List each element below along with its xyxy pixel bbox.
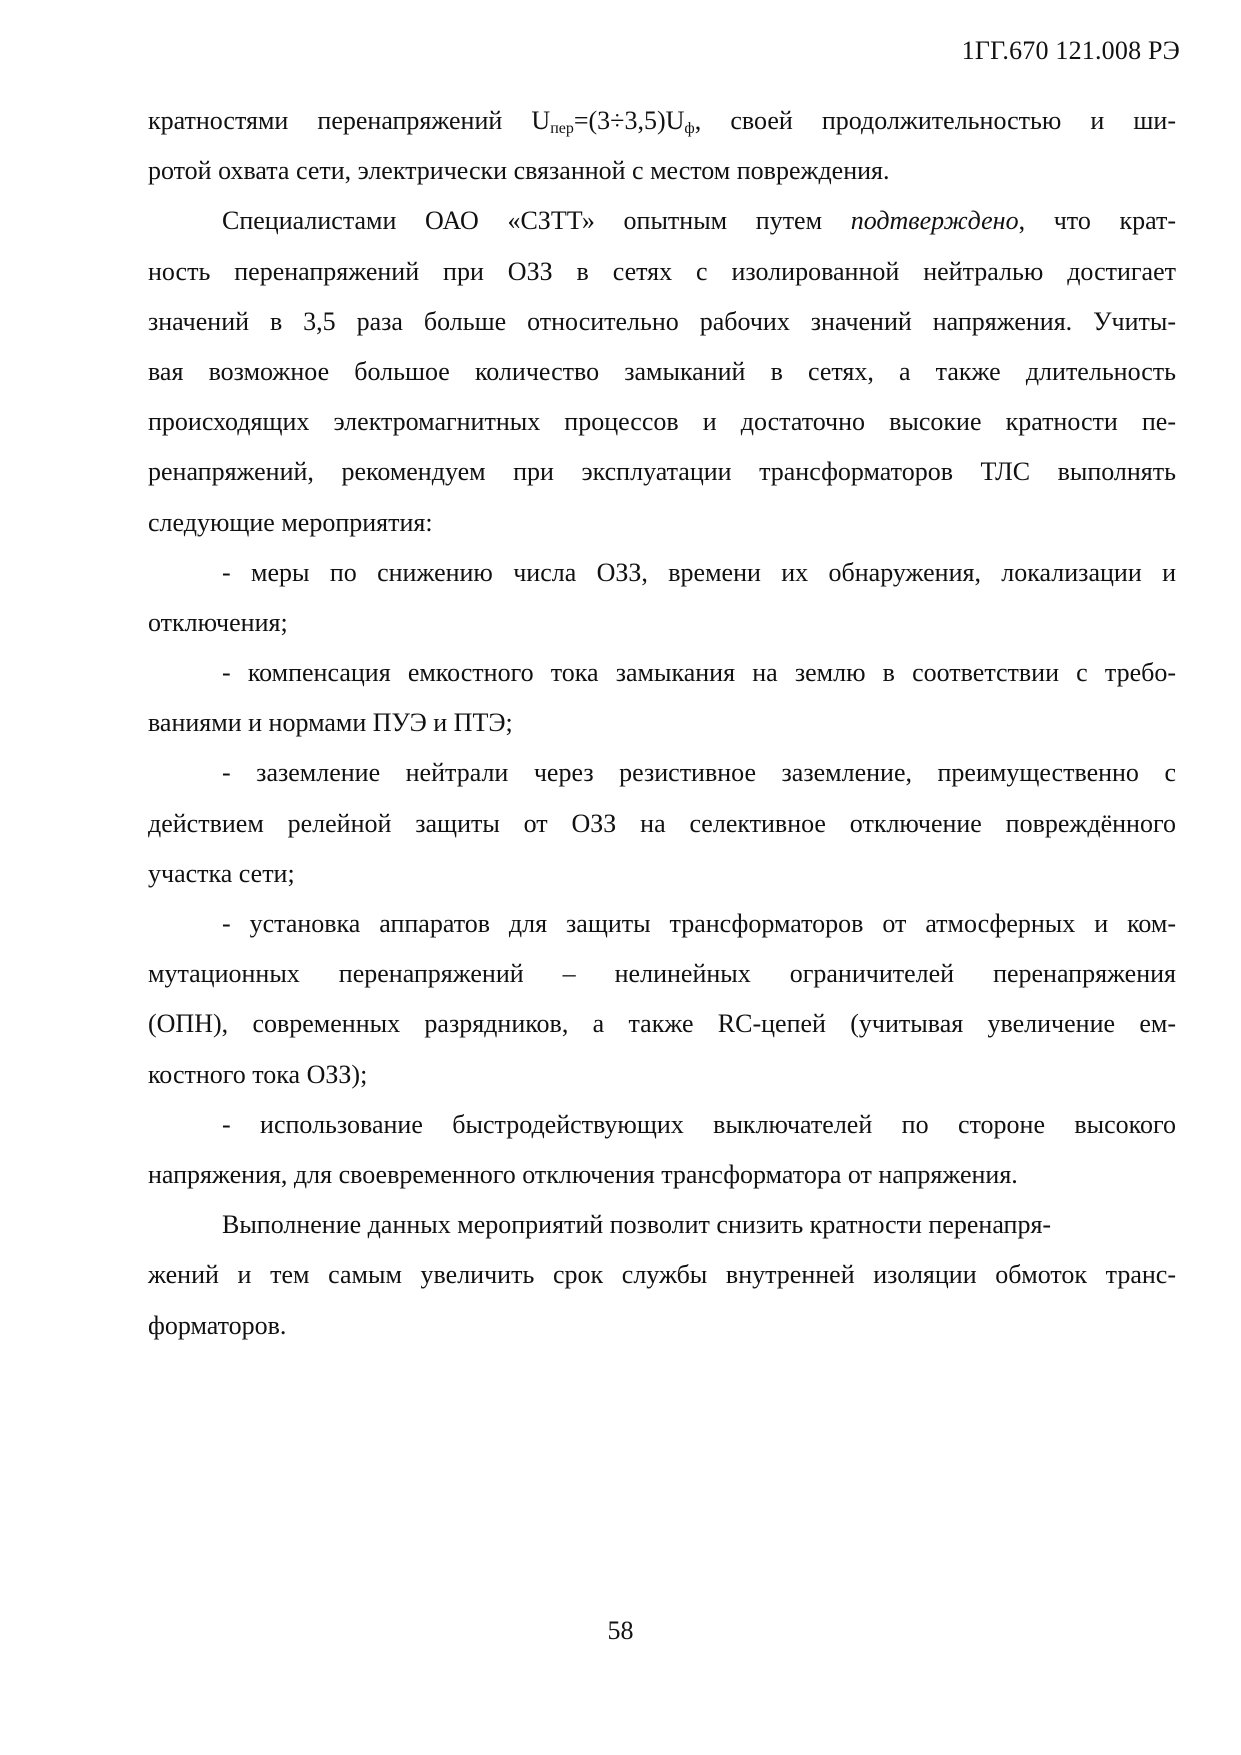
text-line: значений в 3,5 раза больше относительно рабочих значений напряжения. Учиты- — [148, 306, 1176, 336]
page-number: 58 — [607, 1616, 634, 1645]
text-line: вая возможное большое количество замыканий в сетях, а также длительность — [148, 356, 1176, 386]
list-item-line: - установка аппаратов для защиты трансформаторов от атмосферных и ком- — [222, 909, 1176, 938]
list-item-line: (ОПН), современных разрядников, а также RC-цепей (учитывая увеличение ем- — [148, 1009, 1176, 1039]
text-line: ротой охвата сети, электрически связанной с местом повреждения. — [148, 156, 890, 186]
list-item-line: напряжения, для своевременного отключения трансформатора от напряжения. — [148, 1159, 1018, 1189]
list-item-line: - заземление нейтрали через резистивное заземление, преимущественно с — [222, 758, 1176, 788]
text-line: ренапряжений, рекомендуем при эксплуатации трансформаторов ТЛС выполнять — [148, 457, 1176, 487]
subscript: пер — [550, 120, 574, 137]
text-line — [148, 196, 1176, 246]
list-item-line: - использование быстродействующих выключателей по стороне высокого — [222, 1109, 1176, 1139]
body-text — [148, 96, 1176, 1351]
text-line — [148, 96, 1176, 146]
list-item-line: отключения; — [148, 607, 288, 637]
emphasis-text: подтверждено — [850, 206, 1019, 236]
list-item-line: участка сети; — [148, 858, 295, 888]
subscript: ф — [684, 120, 695, 137]
text-line: происходящих электромагнитных процессов и достаточно высокие кратности пе- — [148, 407, 1176, 437]
list-item-line: - меры по снижению числа ОЗЗ, времени их обнаружения, локализации и — [222, 557, 1176, 587]
list-item-line: мутационных перенапряжений – нелинейных ограничителей перенапряжения — [148, 959, 1176, 989]
list-item-line: ваниями и нормами ПУЭ и ПТЭ; — [148, 708, 513, 738]
list-item-line: костного тока ОЗЗ); — [148, 1059, 368, 1089]
text-line: ность перенапряжений при ОЗЗ в сетях с изолированной нейтралью достигает — [148, 256, 1176, 286]
text-line: следующие мероприятия: — [148, 507, 433, 537]
text-line: жений и тем самым увеличить срок службы внутренней изоляции обмоток транс- — [148, 1260, 1176, 1290]
text-segment: кратностями перенапряжений U — [148, 106, 551, 135]
list-item-line: действием релейной защиты от ОЗЗ на селективное отключение повреждённого — [148, 808, 1176, 838]
text-segment: , что крат- — [1018, 206, 1176, 236]
text-segment: Специалистами ОАО «СЗТТ» опытным путем — [222, 206, 851, 236]
text-segment: =(3÷3,5)U — [573, 106, 685, 135]
text-line: форматоров. — [148, 1310, 287, 1340]
list-item-line: - компенсация емкостного тока замыкания на землю в соответствии с требо- — [222, 658, 1176, 688]
document-code: 1ГГ.670 121.008 РЭ — [961, 36, 1180, 65]
text-segment: , своей продолжительностью и ши- — [694, 106, 1176, 135]
text-line: Выполнение данных мероприятий позволит снизить кратности перенапря- — [222, 1210, 1052, 1240]
